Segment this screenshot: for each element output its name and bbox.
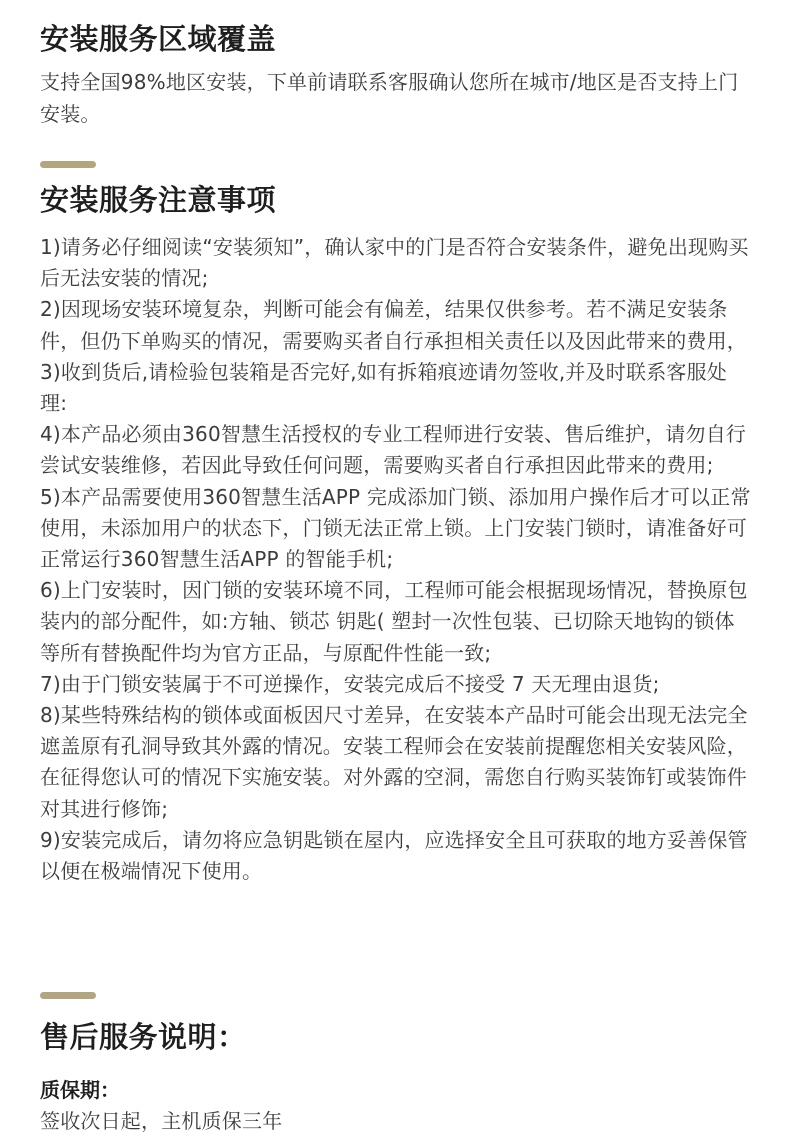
notes-list <box>40 232 752 887</box>
coverage-text: 支持全国98%地区安装，下单前请联系客服确认您所在城市/地区是否支持上门安装。 <box>40 70 739 126</box>
list-item: 5)本产品需要使用360智慧生活APP 完成添加门锁、添加用户操作后才可以正常使用，未添加用户的状态下，门锁无法正常上锁。上门安装门锁时，请准备好可正常运行360智慧生活APP 的智能手机; <box>40 484 751 572</box>
list-item: 3)收到货后,请检验包装箱是否完好,如有拆箱痕迹请勿签收,并及时联系客服处理: <box>40 359 727 416</box>
warranty-label: 质保期： <box>40 1078 120 1102</box>
list-item: 9)安装完成后，请勿将应急钥匙锁在屋内，应选择安全且可获取的地方妥善保管以便在极端情况下使用。 <box>40 827 748 884</box>
list-item: 4)本产品必须由360智慧生活授权的专业工程师进行安装、售后维护，请勿自行尝试安装维修，若因此导致任何问题，需要购买者自行承担因此带来的费用; <box>40 422 747 478</box>
coverage-title: 安装服务区域覆盖 <box>40 22 277 56</box>
list-item: 7)由于门锁安装属于不可逆操作，安装完成后不接受 7 天无理由退货; <box>40 671 660 696</box>
after-sales-title: 售后服务说明： <box>40 1020 247 1054</box>
list-item: 6)上门安装时，因门锁的安装环境不同，工程师可能会根据现场情况，替换原包装内的部分配件，如:方轴、锁芯 钥匙( 塑封一次性包装、已切除天地钩的锁体等所有替换配件均为官方正品，与原配件性能一致; <box>40 578 748 665</box>
list-item: 2)因现场安装环境复杂，判断可能会有偏差，结果仅供参考。若不满足安装条件，但仍下单购买的情况，需要购买者自行承担相关责任以及因此带来的费用， <box>40 297 747 353</box>
section-divider-accent <box>40 992 96 999</box>
list-item: 1)请务必仔细阅读“安装须知”，确认家中的门是否符合安装条件，避免出现购买后无法安装的情况; <box>40 235 749 291</box>
list-item: 8)某些特殊结构的锁体或面板因尺寸差异，在安装本产品时可能会出现无法完全遮盖原有孔洞导致其外露的情况。安装工程师会在安装前提醒您相关安装风险，在征得您认可的情况下实施安装。对外露的空洞，需您自行购买装饰钉或装饰件对其进行修饰; <box>40 703 748 821</box>
warranty-text: 签收次日起，主机质保三年 <box>40 1109 283 1133</box>
section-divider-accent <box>40 161 96 168</box>
notes-title: 安装服务注意事项 <box>40 183 277 217</box>
